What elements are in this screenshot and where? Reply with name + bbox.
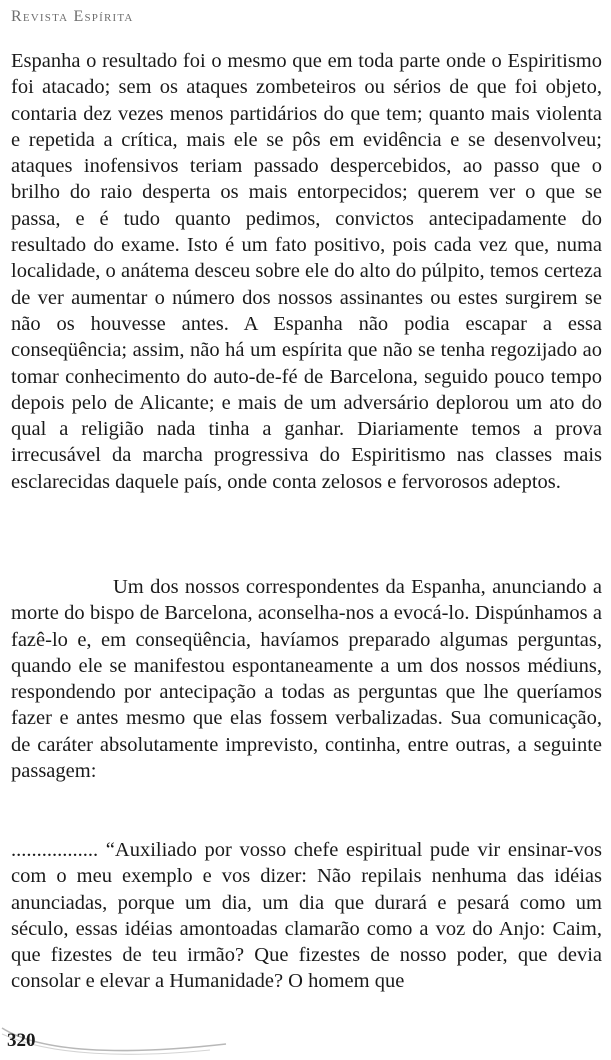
body-paragraph-1: Espanha o resultado foi o mesmo que em toda parte onde o Espiritismo foi atacado; sem os ataques zombeteiros ou sérios de que foi objeto, contaria dez vezes menos partidários do que tem; quanto mais violenta e repetida a crítica, mais ele se pôs em evidência e se desenvolveu; ataques inofensivos teriam passado despercebidos, ao passo que o brilho do raio desperta os mais entorpecidos; querem ver o que se passa, e é tudo quanto pedimos, convictos antecipadamente do resultado do exame. Isto é um fato positivo, pois cada vez que, numa localidade, o anátema desceu sobre ele do alto do púlpito, temos certeza de ver aumentar o número dos nossos assinantes ou estes surgirem se não os houvesse antes. A Espanha não podia escapar a essa conseqüência; assim, não há um espírita que não se tenha regozijado ao tomar conhecimento do auto-de-fé de Barcelona, seguido pouco tempo depois pelo de Alicante; e mais de um adversário deplorou um ato do qual a religião nada tinha a ganhar. Diariamente temos a prova irrecusável da marcha progressiva do Espiritismo nas classes mais esclarecidas daquele país, onde conta zelosos e fervorosos adeptos. [11,50,602,493]
body-paragraph-2: Um dos nossos correspondentes da Espanha, anunciando a morte do bispo de Barcelona, aconselha-nos a evocá-lo. Dispúnhamos a fazê-lo e, em conseqüência, havíamos preparado algumas perguntas, quando ele se manifestou espontaneamente a um dos nossos médiuns, respondendo por antecipação a todas as perguntas que lhe queríamos fazer e antes mesmo que elas fossem verbalizadas. Sua comunicação, de caráter absolutamente imprevisto, continha, entre outras, a seguinte passagem: [11,576,602,783]
page-number: 320 [7,1030,36,1051]
body-paragraph-3: ................. “Auxiliado por vosso chefe espiritual pude vir ensinar-vos com o meu exemplo e vos dizer: Não repilais nenhuma das idéias anunciadas, porque um dia, um dia que durará e pesará como um século, essas idéias amontoadas clamarão como a voz do Anjo: Caim, que fizestes de teu irmão? Que fizestes de nosso poder, que devia consolar e elevar a Humanidade? O homem que [11,839,602,993]
running-title: Revista Espírita [11,8,134,25]
